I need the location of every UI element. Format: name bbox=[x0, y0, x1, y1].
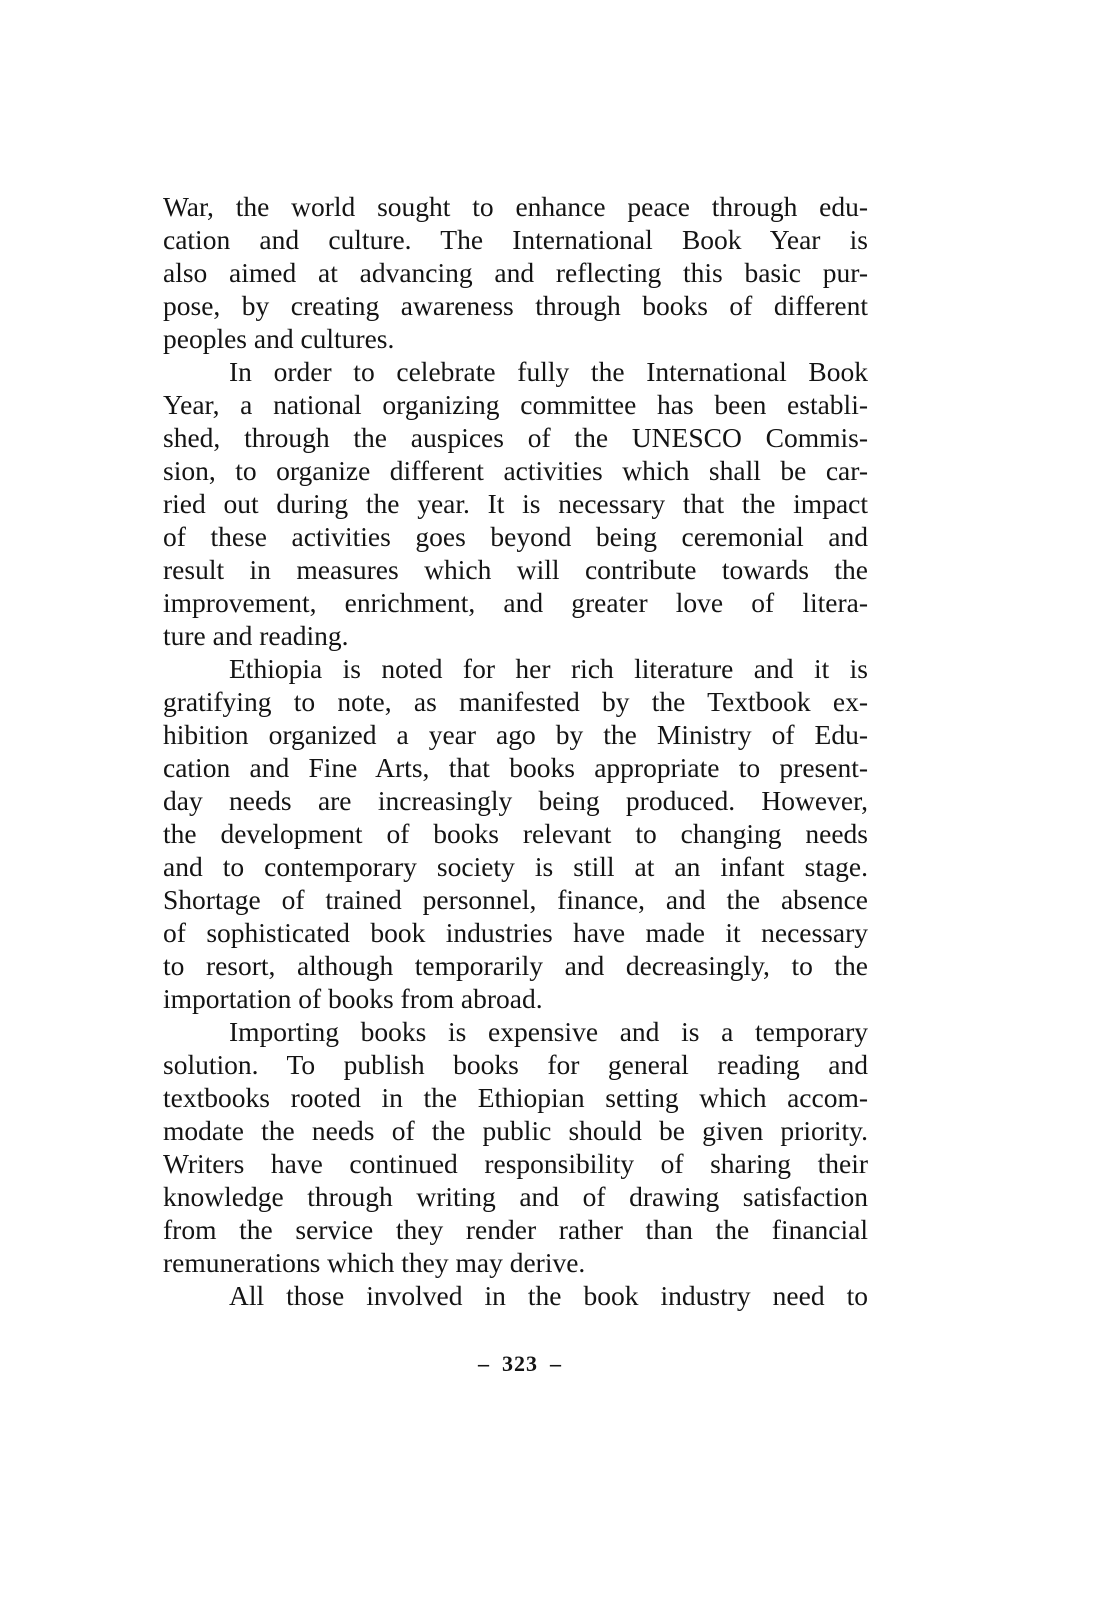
body-text bbox=[163, 190, 868, 1312]
page-number bbox=[0, 1351, 1040, 1377]
text-line: day needs are increasingly being produced. However, bbox=[163, 785, 868, 816]
text-line: shed, through the auspices of the UNESCO Commis- bbox=[163, 422, 868, 453]
text-line: the development of books relevant to changing needs bbox=[163, 818, 868, 849]
text-line: ried out during the year. It is necessary that the impact bbox=[163, 488, 868, 519]
text-line: result in measures which will contribute towards the bbox=[163, 554, 868, 585]
page-number-dash-left: – bbox=[478, 1351, 490, 1376]
page-number-dash-right: – bbox=[550, 1351, 562, 1376]
text-line: peoples and cultures. bbox=[163, 323, 395, 354]
text-line: pose, by creating awareness through books of different bbox=[163, 290, 868, 321]
text-line: solution. To publish books for general reading and bbox=[163, 1049, 868, 1080]
text-line: All those involved in the book industry need to bbox=[229, 1280, 868, 1311]
text-line: Writers have continued responsibility of sharing their bbox=[163, 1148, 868, 1179]
text-line: modate the needs of the public should be given priority. bbox=[163, 1115, 868, 1146]
text-line: War, the world sought to enhance peace through edu- bbox=[163, 191, 868, 222]
text-line: cation and culture. The International Book Year is bbox=[163, 224, 868, 255]
text-line: Year, a national organizing committee has been establi- bbox=[163, 389, 868, 420]
text-line: sion, to organize different activities which shall be car- bbox=[163, 455, 868, 486]
text-line: from the service they render rather than the financial bbox=[163, 1214, 868, 1245]
text-line: Importing books is expensive and is a temporary bbox=[229, 1016, 868, 1047]
text-line: improvement, enrichment, and greater love of litera- bbox=[163, 587, 868, 618]
text-line: and to contemporary society is still at an infant stage. bbox=[163, 851, 868, 882]
text-line: Shortage of trained personnel, finance, and the absence bbox=[163, 884, 868, 915]
text-line: knowledge through writing and of drawing satisfaction bbox=[163, 1181, 868, 1212]
text-line: also aimed at advancing and reflecting this basic pur- bbox=[163, 257, 868, 288]
text-line: In order to celebrate fully the International Book bbox=[229, 356, 868, 387]
text-line: gratifying to note, as manifested by the Textbook ex- bbox=[163, 686, 868, 717]
text-line: ture and reading. bbox=[163, 620, 349, 651]
text-line: textbooks rooted in the Ethiopian setting which accom- bbox=[163, 1082, 868, 1113]
text-line: importation of books from abroad. bbox=[163, 983, 543, 1014]
text-line: to resort, although temporarily and decreasingly, to the bbox=[163, 950, 868, 981]
text-line: cation and Fine Arts, that books appropriate to present- bbox=[163, 752, 868, 783]
text-line: of these activities goes beyond being ceremonial and bbox=[163, 521, 868, 552]
text-line: remunerations which they may derive. bbox=[163, 1247, 586, 1278]
page-number-value: 323 bbox=[502, 1351, 538, 1376]
text-line: of sophisticated book industries have made it necessary bbox=[163, 917, 868, 948]
text-line: Ethiopia is noted for her rich literature and it is bbox=[229, 653, 868, 684]
text-line: hibition organized a year ago by the Ministry of Edu- bbox=[163, 719, 868, 750]
